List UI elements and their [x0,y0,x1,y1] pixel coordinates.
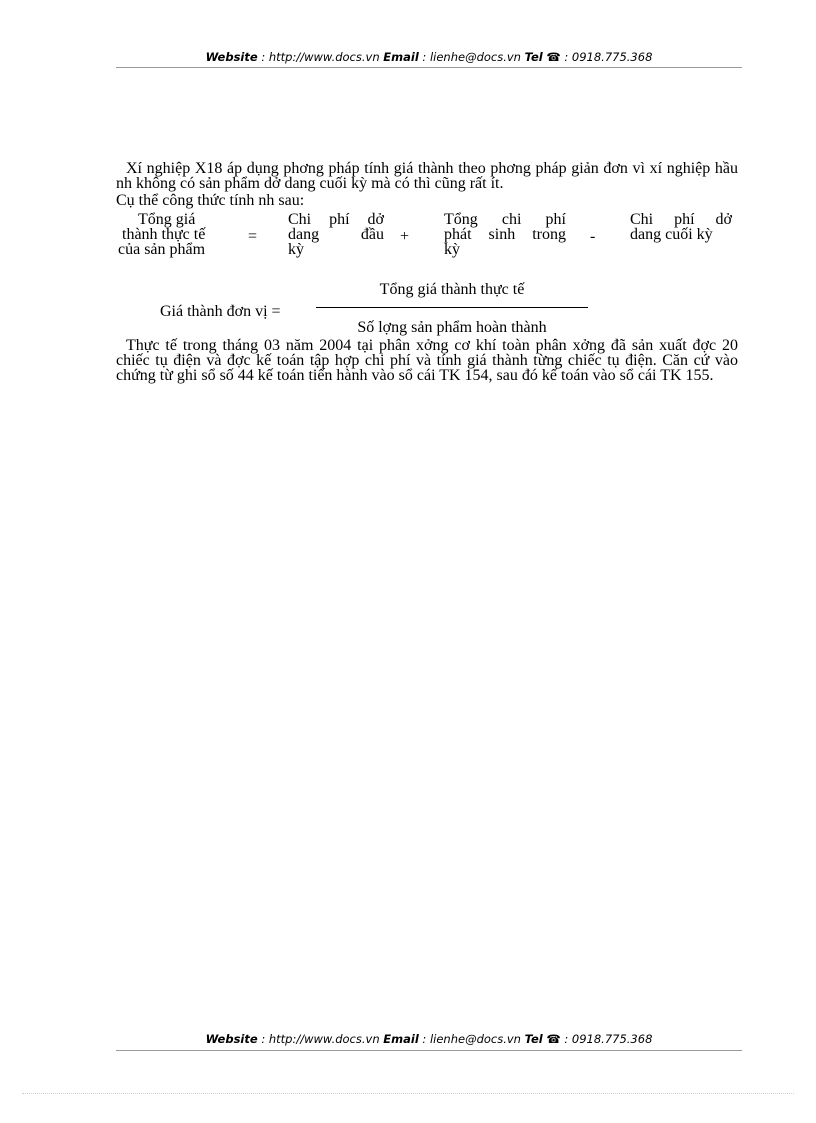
cost-formula [116,212,738,262]
term-line: phát sinh trong [444,226,566,243]
unit-price-numerator: Tổng giá thành thực tế [379,281,525,298]
page-edge [22,1093,794,1094]
tel-label: Tel [524,50,543,64]
term-line: Chi phí dở [630,211,732,228]
email-label: Email [383,1032,419,1046]
fraction-bar [316,307,588,308]
website-label: Website [205,50,258,64]
unit-price-formula [116,282,738,338]
term-line: kỳ [444,241,460,258]
term-line: kỳ [288,241,304,258]
email-link[interactable]: : lienhe@docs.vn [418,50,525,64]
footer-divider [116,1050,742,1051]
page-header [116,50,742,64]
term-line: dang đầu [288,226,384,243]
term-line: dang cuối kỳ [630,226,713,243]
website-label: Website [205,1032,258,1046]
formula-term-opening-wip [288,212,418,257]
unit-price-label: Giá thành đơn vị = [160,303,281,320]
minus-sign: - [590,228,596,245]
email-link[interactable]: : lienhe@docs.vn [418,1032,525,1046]
term-line: Tổng giá [138,211,196,228]
plus-sign: + [400,228,410,245]
formula-intro: Cụ thể công thức tính nh sau: [116,192,305,209]
term-line: thành thực tế [122,226,206,243]
term-line: của sản phẩm [118,241,206,258]
page-footer [116,1032,742,1046]
paragraph-method: Xí nghiệp X18 áp dụng phơng pháp tính giá thành theo phơng pháp giản đơn vì xí nghiệp hầu nh không có sản phẩm dở dang cuối kỳ mà có thì cũng rất ít. [116,160,738,192]
formula-term-closing-wip [630,212,740,242]
tel-value: : 0918.775.368 [560,1032,653,1046]
formula-term-period-cost [444,212,574,257]
phone-icon: ☎ [546,1032,561,1046]
term-line: Chi phí dở [288,211,384,228]
header-divider [116,67,742,68]
unit-price-denominator: Số lợng sản phẩm hoàn thành [357,319,547,336]
term-line: Tổng chi phí [444,211,566,228]
tel-label: Tel [524,1032,543,1046]
formula-term-total-cost [118,212,238,257]
email-label: Email [383,50,419,64]
website-link[interactable]: : http://www.docs.vn [257,1032,384,1046]
phone-icon: ☎ [546,50,561,64]
website-link[interactable]: : http://www.docs.vn [257,50,384,64]
equals-sign: = [248,228,258,245]
paragraph-actual: Thực tế trong tháng 03 năm 2004 tại phân xởng cơ khí toàn phân xởng đã sản xuất đợc 20 chiếc tụ điện và đợc kế toán tập hợp chi phí và tính giá thành từng chiếc tụ điện. Căn cứ vào chứng từ ghi sổ số 44 kế toán tiến hành vào sổ cái TK 154, sau đó kế toán vào sổ cái TK 155. [116,337,738,384]
tel-value: : 0918.775.368 [560,50,653,64]
